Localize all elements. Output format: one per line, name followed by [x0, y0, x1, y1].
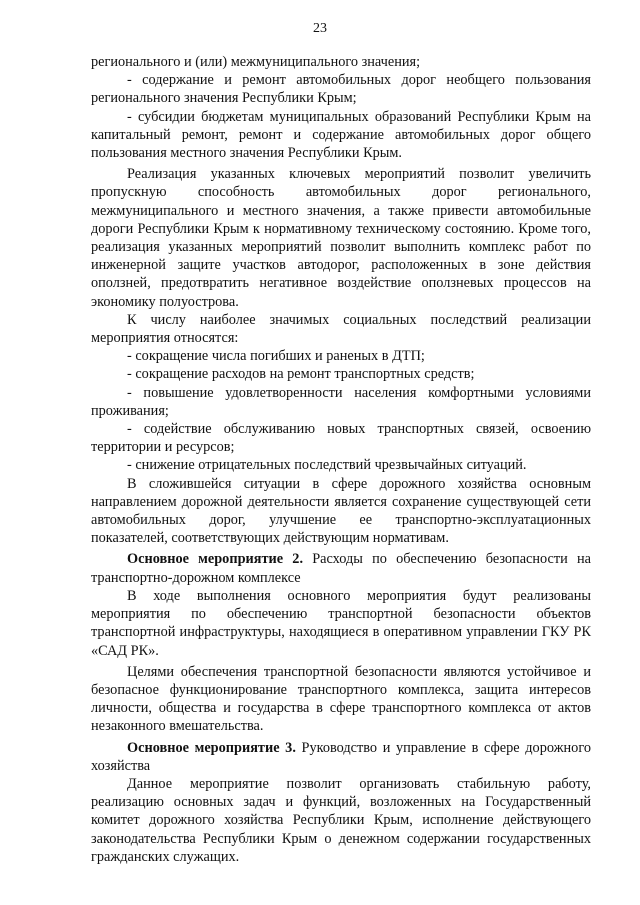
- list-item: - повышение удовлетворенности населения комфортными условиями проживания;: [91, 384, 591, 419]
- section-lead: Основное мероприятие 3.: [127, 739, 296, 756]
- section-heading-paragraph: [91, 739, 591, 775]
- section-text: Руководство и управление в сфере дорожного хозяйства: [91, 739, 591, 774]
- section-text: Расходы по обеспечению безопасности на транспортно-дорожном комплексе: [91, 551, 591, 586]
- list-item: - сокращение числа погибших и раненых в ДТП;: [127, 348, 425, 365]
- list-item: - содействие обслуживанию новых транспортных связей, освоению территории и ресурсов;: [91, 421, 591, 456]
- paragraph: Данное мероприятие позволит организовать стабильную работу, реализацию основных задач и функций, возложенных на Государственный комитет дорожного хозяйства Республики Крым, исполнение действующего законодательства Республики Крым о денежном содержании государственных гражданских служащих.: [91, 775, 591, 865]
- document-body: [91, 53, 591, 866]
- section-lead: Основное мероприятие 2.: [127, 551, 304, 568]
- paragraph-continuation: регионального и (или) межмуниципального значения;: [91, 54, 421, 70]
- page-number: 23: [313, 21, 327, 36]
- paragraph: Реализация указанных ключевых мероприятий позволит увеличить пропускную способность автомобильных дорог регионального, межмуниципального и местного значения, а также привести автомобильные дороги Республики Крым к нормативному техническому состоянию. Кроме того, реализация указанных мероприятий позволит выполнить комплекс работ по инженерной защите участков автодорог, расположенных в зоне действия оползней, предотвратить негативное воздействие оползневых процессов на экономику полуострова.: [91, 166, 591, 310]
- paragraph: В сложившейся ситуации в сфере дорожного хозяйства основным направлением дорожной деятельности является сохранение существующей сети автомобильных дорог, улучшение ее транспортно-эксплуатационных показателей, соответствующих действующим нормативам.: [91, 475, 591, 547]
- paragraph: Целями обеспечения транспортной безопасности являются устойчивое и безопасное функционирование транспортного комплекса, защита интересов личности, общества и государства в сфере транспортного комплекса от актов незаконного вмешательства.: [91, 663, 591, 735]
- list-item: - снижение отрицательных последствий чрезвычайных ситуаций.: [127, 457, 527, 474]
- list-item: - субсидии бюджетам муниципальных образований Республики Крым на капитальный ремонт, ремонт и содержание автомобильных дорог общего пользования местного значения Республики Крым.: [91, 108, 591, 162]
- section-heading-paragraph: [91, 550, 591, 586]
- list-item: - содержание и ремонт автомобильных дорог необщего пользования регионального значения Республики Крым;: [91, 72, 591, 107]
- paragraph: К числу наиболее значимых социальных последствий реализации мероприятия относятся:: [91, 311, 591, 347]
- list-item: - сокращение расходов на ремонт транспортных средств;: [127, 366, 475, 383]
- paragraph: В ходе выполнения основного мероприятия будут реализованы мероприятия по обеспечению транспортной безопасности объектов транспортной инфраструктуры, находящиеся в оперативном управлении ГКУ РК «САД РК».: [91, 587, 591, 659]
